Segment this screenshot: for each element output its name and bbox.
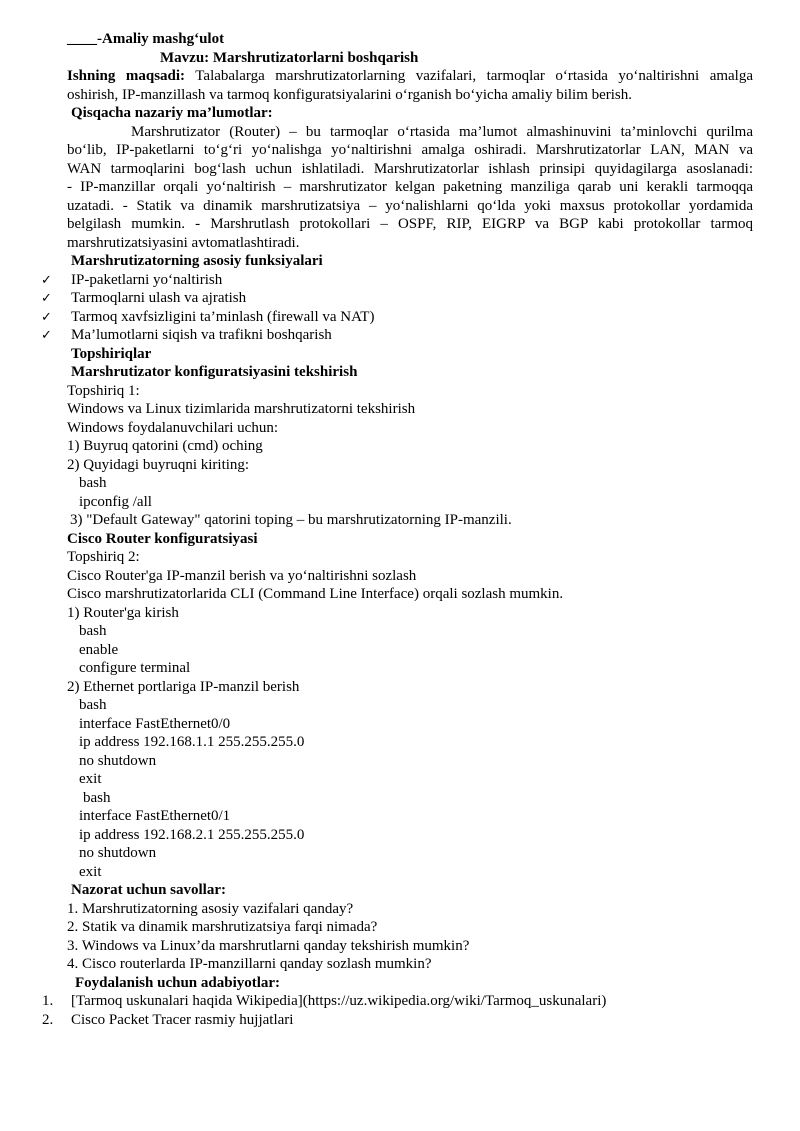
checkmark-icon: ✓	[41, 310, 52, 325]
task2-code-line: configure terminal	[79, 660, 191, 676]
theory-line: WAN tarmoqlarini bog‘lash uchun ishlatiladi. Marshrutizatorlar ishlash prinsipi quyidagilarga asoslanadi:	[67, 161, 753, 177]
purpose-label: Ishning maqsadi:	[67, 68, 186, 84]
task1-code-line: bash	[79, 475, 107, 491]
task1-heading: Marshrutizator konfiguratsiyasini tekshirish	[71, 364, 358, 380]
reference-item: Cisco Packet Tracer rasmiy hujjatlari	[71, 1012, 294, 1028]
function-item: Ma’lumotlarni siqish va trafikni boshqarish	[71, 327, 332, 343]
reference-link[interactable]: [Tarmoq uskunalari haqida Wikipedia](https://uz.wikipedia.org/wiki/Tarmoq_uskunalari)	[71, 993, 607, 1009]
purpose-text-1: Talabalarga marshrutizatorlarning vazifalari, tarmoqlar o‘rtasida yo‘naltirishni amalga	[185, 68, 753, 84]
task2-code-line: interface FastEthernet0/0	[79, 716, 231, 732]
theory-line: uzatadi. - Statik va dinamik marshrutizatsiya – yo‘nalishlarni qo‘lda yoki maxsus protokollar yordamida	[67, 198, 753, 214]
checkmark-icon: ✓	[41, 291, 52, 306]
task1-code-line: ipconfig /all	[79, 494, 152, 510]
task2-code-line: enable	[79, 642, 119, 658]
task1-line: 3) "Default Gateway" qatorini toping – bu marshrutizatorning IP-manzili.	[70, 512, 512, 528]
function-item: Tarmoqlarni ulash va ajratish	[71, 290, 247, 306]
task2-code-line: bash	[83, 790, 111, 806]
checkmark-icon: ✓	[41, 273, 52, 288]
task2-code-line: ip address 192.168.1.1 255.255.255.0	[79, 734, 305, 750]
theory-line: bo‘lib, IP-paketlarni to‘g‘ri yo‘nalishga yo‘naltirishni amalga oshiradi. Marshrutizatorlar LAN, MAN va	[67, 142, 753, 158]
purpose-line-1	[67, 67, 753, 86]
task2-code-line: no shutdown	[79, 845, 157, 861]
task2-code-line: bash	[79, 623, 107, 639]
task1-line: 1) Buyruq qatorini (cmd) oching	[67, 438, 263, 454]
topic-title: Mavzu: Marshrutizatorlarni boshqarish	[160, 50, 419, 66]
theory-line: Marshrutizator (Router) – bu tarmoqlar o‘rtasida ma’lumot almashinuvini ta’minlovchi qurilma	[131, 124, 753, 140]
function-item: IP-paketlarni yo‘naltirish	[71, 272, 223, 288]
theory-line: marshrutizatsiyasini avtomatlashtiradi.	[67, 235, 300, 251]
task2-heading: Cisco Router konfiguratsiyasi	[67, 531, 258, 547]
task2-line: 2) Ethernet portlariga IP-manzil berish	[67, 679, 300, 695]
theory-line: belgilash mumkin. - Marshrutlash protokollari – OSPF, RIP, EIGRP va BGP kabi protokollar tarmoq	[67, 216, 753, 232]
theory-line: - IP-manzillar orqali yo‘naltirish – marshrutizator kelgan paketning manziliga qarab uni kerakli tarmoqqa	[67, 179, 753, 195]
question-item: 2. Statik va dinamik marshrutizatsiya farqi nimada?	[67, 919, 378, 935]
task1-line: Topshiriq 1:	[67, 383, 140, 399]
task2-line: Cisco Router'ga IP-manzil berish va yo‘naltirishni sozlash	[67, 568, 417, 584]
task2-code-line: ip address 192.168.2.1 255.255.255.0	[79, 827, 305, 843]
tasks-heading: Topshiriqlar	[71, 346, 152, 362]
task2-code-line: bash	[79, 697, 107, 713]
task2-code-line: exit	[79, 864, 102, 880]
question-item: 1. Marshrutizatorning asosiy vazifalari qanday?	[67, 901, 354, 917]
theory-heading: Qisqacha nazariy ma’lumotlar:	[71, 105, 273, 121]
questions-heading: Nazorat uchun savollar:	[71, 882, 226, 898]
task2-code-line: interface FastEthernet0/1	[79, 808, 231, 824]
task1-line: Windows va Linux tizimlarida marshrutizatorni tekshirish	[67, 401, 416, 417]
reference-number: 1.	[42, 993, 54, 1009]
functions-heading: Marshrutizatorning asosiy funksiyalari	[71, 253, 323, 269]
checkmark-icon: ✓	[41, 328, 52, 343]
references-heading: Foydalanish uchun adabiyotlar:	[75, 975, 281, 991]
task2-line: 1) Router'ga kirish	[67, 605, 179, 621]
task1-line: Windows foydalanuvchilari uchun:	[67, 420, 279, 436]
question-item: 3. Windows va Linux’da marshrutlarni qanday tekshirish mumkin?	[67, 938, 470, 954]
reference-number: 2.	[42, 1012, 54, 1028]
question-item: 4. Cisco routerlarda IP-manzillarni qanday sozlash mumkin?	[67, 956, 432, 972]
task2-code-line: exit	[79, 771, 102, 787]
practice-title: ____-Amaliy mashg‘ulot	[67, 31, 225, 47]
task2-line: Topshiriq 2:	[67, 549, 140, 565]
task2-code-line: no shutdown	[79, 753, 157, 769]
purpose-line-2: oshirish, IP-manzillash va tarmoq konfiguratsiyalarini o‘rganish bo‘yicha amaliy bilim berish.	[67, 87, 633, 103]
task1-line: 2) Quyidagi buyruqni kiriting:	[67, 457, 250, 473]
task2-line: Cisco marshrutizatorlarida CLI (Command Line Interface) orqali sozlash mumkin.	[67, 586, 564, 602]
function-item: Tarmoq xavfsizligini ta’minlash (firewall va NAT)	[71, 309, 375, 325]
